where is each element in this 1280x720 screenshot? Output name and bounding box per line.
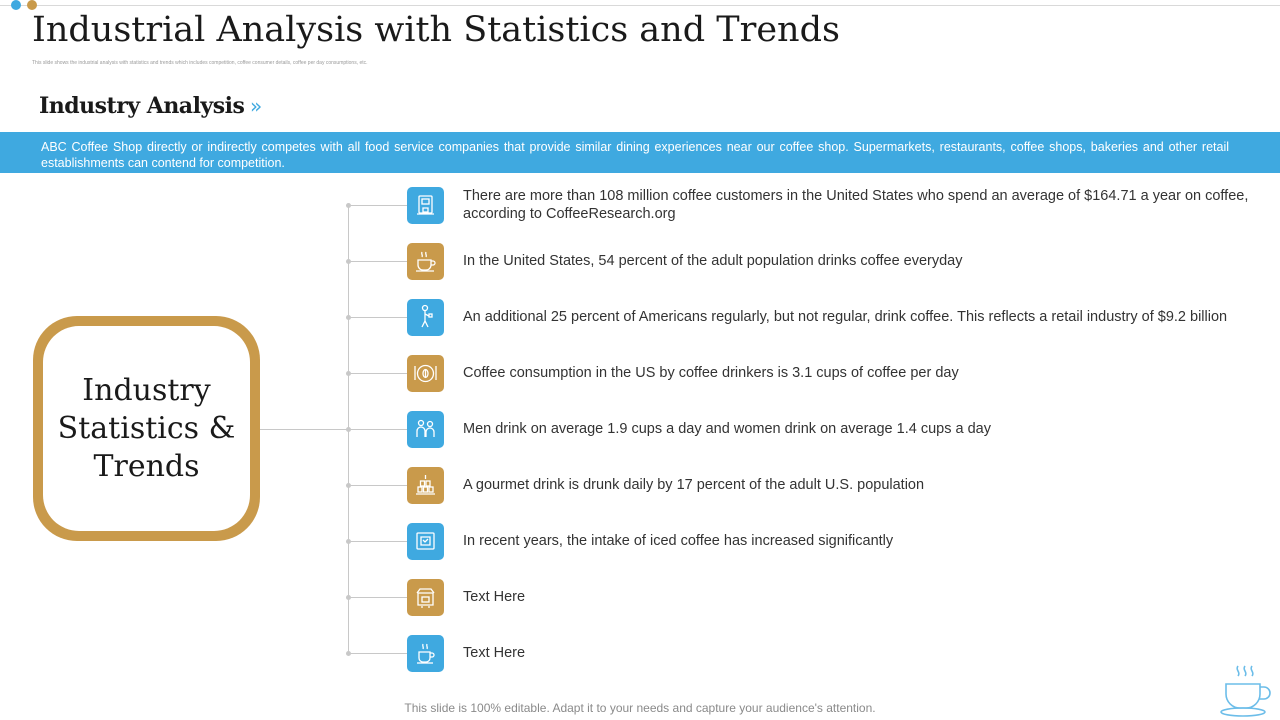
decor-dot-gold: [27, 0, 37, 10]
stats-card: [33, 316, 260, 541]
timeline-branch: [351, 317, 407, 318]
item-text: An additional 25 percent of Americans regularly, but not regular, drink coffee. This reflects a retail industry of $9.2 billion: [463, 309, 1228, 325]
decor-dot-blue: [11, 0, 21, 10]
coffee-machine-icon: [407, 187, 444, 224]
list-item: [344, 465, 1274, 505]
list-item: [344, 521, 1274, 561]
people-icon: [407, 411, 444, 448]
timeline-branch: [351, 205, 407, 206]
item-text: Text Here: [463, 645, 526, 661]
timeline-branch: [351, 541, 407, 542]
list-item: [344, 409, 1274, 449]
timeline-branch: [351, 597, 407, 598]
slide-subtitle: This slide shows the industrial analysis with statistics and trends which includes competition, coffee consumer details, coffee per day consumptions, etc.: [32, 60, 368, 66]
person-drinking-icon: [407, 299, 444, 336]
hot-cup-icon: [407, 635, 444, 672]
coffee-shop-icon: [407, 579, 444, 616]
chevron-right-icon: »: [250, 94, 263, 118]
intro-banner: [0, 132, 1280, 173]
timeline-branch: [351, 429, 407, 430]
list-item: [344, 297, 1274, 337]
list-item: [344, 353, 1274, 393]
coffee-cup-icon: [407, 243, 444, 280]
timeline-branch: [351, 485, 407, 486]
list-item: [344, 633, 1274, 673]
section-title: Industry Analysis: [39, 93, 245, 119]
coffee-cup-logo-icon: [1216, 662, 1276, 720]
coffee-bean-plate-icon: [407, 355, 444, 392]
iced-coffee-icon: [407, 523, 444, 560]
footer-note: This slide is 100% editable. Adapt it to your needs and capture your audience's attention.: [404, 701, 876, 715]
item-text: A gourmet drink is drunk daily by 17 percent of the adult U.S. population: [463, 477, 925, 493]
stats-card-title: Industry Statistics & Trends: [57, 372, 236, 484]
list-item: [344, 577, 1274, 617]
timeline-branch: [351, 653, 407, 654]
banner-text: ABC Coffee Shop directly or indirectly competes with all food service companies that provide similar dining experiences near our coffee shop. Supermarkets, restaurants, coffee shops, bakeries and other retail establishments can contend for competition.: [41, 140, 1229, 170]
timeline-branch: [351, 261, 407, 262]
timeline-branch: [351, 373, 407, 374]
item-text: Text Here: [463, 589, 526, 605]
stats-card-inner: [43, 326, 250, 531]
item-text: Men drink on average 1.9 cups a day and women drink on average 1.4 cups a day: [463, 421, 991, 437]
card-connector: [260, 429, 348, 430]
gourmet-cups-icon: [407, 467, 444, 504]
list-item: [344, 241, 1274, 281]
item-text: In the United States, 54 percent of the adult population drinks coffee everyday: [463, 253, 963, 269]
slide-title: Industrial Analysis with Statistics and Trends: [32, 10, 840, 50]
item-text: There are more than 108 million coffee customers in the United States who spend an average of $164.71 a year on coffee, according to CoffeeResearch.org: [463, 188, 1249, 222]
item-text: In recent years, the intake of iced coffee has increased significantly: [463, 533, 894, 549]
list-item: [344, 185, 1274, 225]
top-divider: [0, 5, 1280, 6]
item-text: Coffee consumption in the US by coffee drinkers is 3.1 cups of coffee per day: [463, 365, 959, 381]
